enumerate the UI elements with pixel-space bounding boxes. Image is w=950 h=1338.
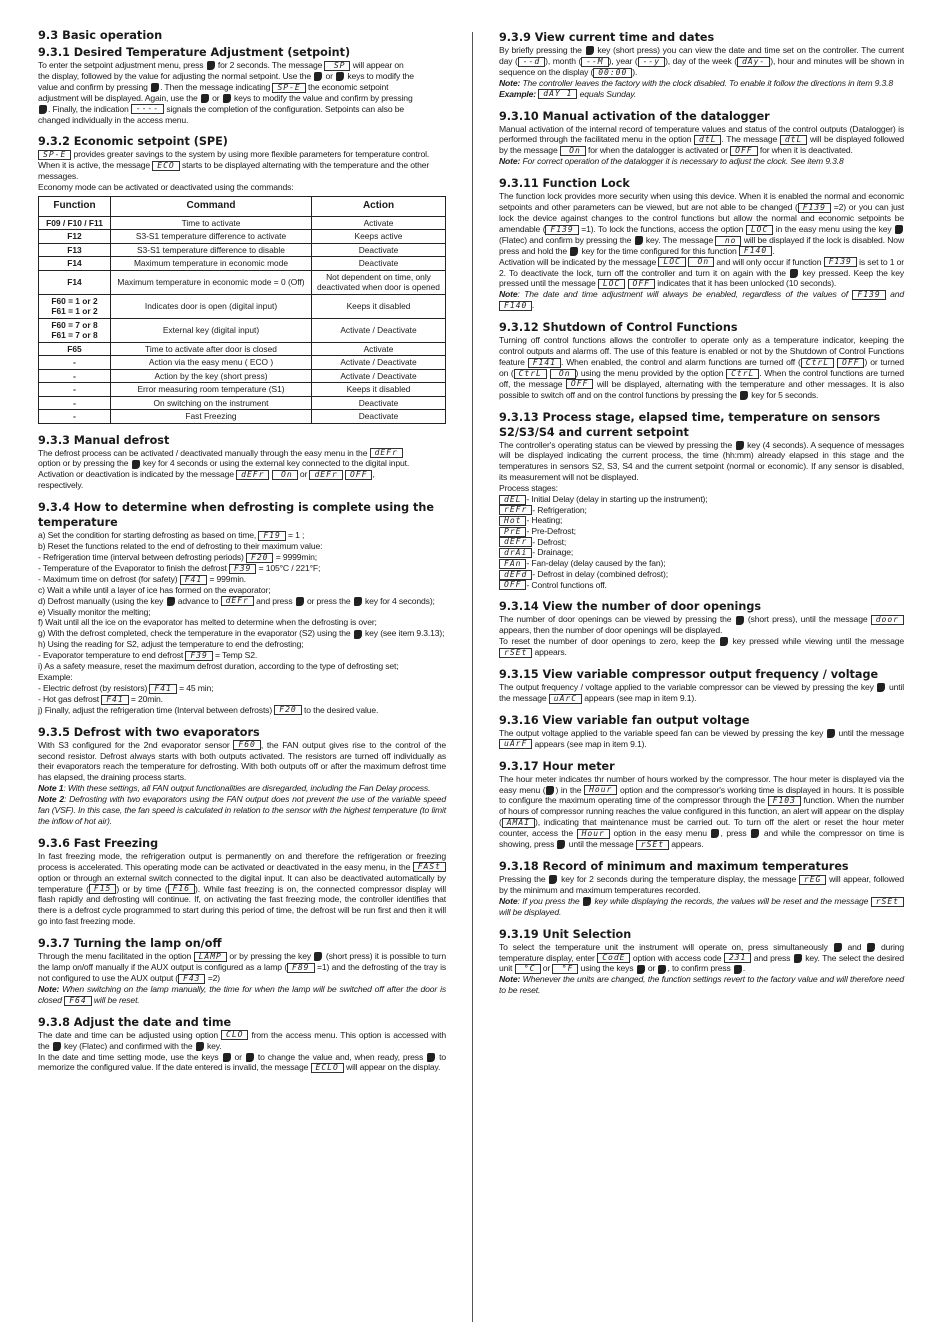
display-code: F139 (824, 257, 857, 267)
paragraph-9-3-18: Pressing the key for 2 seconds during the temperature display, the message rEG will appear, followed by the minimum and maximum temperatures recorded. (499, 873, 904, 895)
display-code: F103 (768, 796, 801, 806)
display-code: FAn (499, 559, 526, 569)
paragraph-9-3-2 (38, 149, 446, 193)
key-icon (658, 965, 666, 974)
paragraph-9-3-8-a: The date and time can be adjusted using option CLO from the access menu. This option is accessed with the key (Flatec) and confirmed with the key. (38, 1029, 446, 1051)
text-line: e) Visually monitor the melting; (38, 606, 151, 617)
command-cell: Maximum temperature in economic mode = 0 (Off) (111, 270, 312, 294)
display-code: LOC (746, 225, 773, 235)
table-row (39, 369, 446, 383)
display-code: OFF (345, 470, 372, 480)
function-cell: - (39, 369, 111, 383)
table-row (39, 410, 446, 424)
function-cell: - (39, 396, 111, 410)
key-icon (570, 247, 578, 256)
action-cell: Not dependent on time, only deactivated when door is opened (312, 270, 446, 294)
text-line: b) Reset the functions related to the end of defrosting to their maximum value: (38, 541, 323, 552)
display-code: SP-E (38, 150, 71, 160)
key-icon (711, 829, 719, 838)
display-code: F20 (246, 553, 273, 563)
process-stage-item: FAn - Fan-delay (delay caused by the fan); (499, 558, 904, 569)
paragraph-9-3-9: By briefly pressing the key (short press) you can view the date and time set on the controller. The current day ( --d ), month ( --M ), year ( --y ), day of the week ( dAy- ), hour and minutes will be shown in sequence on the display ( 00:00 ). (499, 45, 904, 77)
command-cell: On switching on the instrument (111, 396, 312, 410)
paragraph-9-3-11-b: Activation will be indicated by the message LOC On and will only occur if function F139 is set to 1 or 2. To deactivate the lock, turn off the controller and turn it on again with the key pressed. Keep the key pressed until the message LOC OFF indicates that it has been unlocked (10 seconds). (499, 256, 904, 289)
display-code: door (871, 615, 904, 625)
action-cell: Deactivate (312, 243, 446, 257)
key-icon (637, 965, 645, 974)
table-row (39, 383, 446, 397)
process-stage-item: drAi - Drainage; (499, 547, 904, 558)
display-code: OFF (837, 358, 864, 368)
function-cell: F09 / F10 / F11 (39, 216, 111, 230)
action-cell: Activate / Deactivate (312, 356, 446, 370)
function-cell: F14 (39, 270, 111, 294)
note-9-3-5-1 (38, 783, 446, 794)
display-code: F39 (185, 651, 212, 661)
section-title-9-3-15: 9.3.15 View variable compressor output frequency / voltage (499, 668, 879, 682)
paragraph-9-3-10: Manual activation of the internal record of temperature values and status of the control outputs (Datalogger) is performed through the facilitated menu in the option dtL . The message dtL will be displayed followed by the message On for when the datalogger is activated or OFF for when it is deactivated. (499, 123, 904, 156)
display-code: --M (581, 57, 608, 67)
table-row (39, 318, 446, 342)
note-label: Note (499, 289, 518, 300)
command-cell: External key (digital input) (111, 318, 312, 342)
table-row (39, 294, 446, 318)
process-stage-item: rEFr - Refrigeration; (499, 505, 904, 516)
display-code: F39 (229, 564, 256, 574)
text-line: i) As a safety measure, reset the maximum defrost duration, according to the type of defrosting set; (38, 661, 399, 672)
display-code: OFF (566, 379, 593, 389)
action-cell: Activate / Deactivate (312, 369, 446, 383)
display-code: OFF (730, 146, 757, 156)
header-action: Action (312, 197, 446, 217)
display-code: rEFr (499, 505, 532, 515)
table-row (39, 257, 446, 271)
display-code: SP-E (272, 83, 305, 93)
key-icon (734, 965, 742, 974)
function-cell: F13 (39, 243, 111, 257)
display-code: PrE (499, 527, 526, 537)
action-cell: Activate / Deactivate (312, 318, 446, 342)
display-code: F64 (64, 996, 91, 1006)
paragraph-9-3-7: Through the menu facilitated in the option LAMP or by pressing the key (short press) it is possible to turn the lamp on/off manually if the AUX output is configured as a lamp ( F89 =1) and the defrosting of the tray is not configured to use the AUX output ( F43 =2) (38, 951, 447, 983)
section-title-9-3-4: 9.3.4 How to determine when defrosting is complete using the temperature (38, 501, 434, 530)
text-line: c) Wait a while until a layer of ice has formed on the evaporator; (38, 584, 271, 595)
display-code: CtrL (801, 358, 834, 368)
key-icon (39, 105, 47, 114)
table-row (39, 216, 446, 230)
example-text: dAY 1 equals Sunday. (536, 89, 636, 99)
paragraph-9-3-13: The controller's operating status can be viewed by pressing the key (4 seconds). A sequence of messages will be displayed indicating the current process, the time (hh:mm) already elapsed in this stage and the temperatures in sensors S2, S3, S4 and the current setpoint (normal or economic). If any sensor is disabled, its measurement will not be displayed. (499, 439, 904, 483)
display-code: F41 (101, 695, 128, 705)
paragraph-9-3-14-a: The number of door openings can be viewed by pressing the (short press), until the message door appears, then the number of door openings will be displayed. (499, 614, 904, 636)
display-code: drAi (499, 548, 532, 558)
header-command: Command (111, 197, 312, 217)
section-title-9-3-5: 9.3.5 Defrost with two evaporators (38, 725, 260, 739)
display-code: F41 (149, 684, 176, 694)
note-text: : Defrosting with two evaporators using the FAN output does not prevent the use of the variable speed fan (VSF). In this case, the fan speed is calculated in relation to the sensor with the highest temperature (to limit the inflow of hot air). (38, 794, 446, 826)
key-icon (151, 83, 159, 92)
section-title-9-3-18: 9.3.18 Record of minimum and maximum temperatures (499, 859, 849, 873)
text-line: respectively. (38, 480, 84, 491)
text-line: - Hot gas defrost F41 = 20min. (38, 693, 163, 704)
action-cell: Keeps active (312, 230, 446, 244)
display-code: dtL (694, 135, 721, 145)
process-stage-item: OFF - Control functions off. (499, 580, 904, 591)
display-code: CLO (221, 1030, 248, 1040)
note-9-3-18 (499, 896, 904, 918)
section-title-9-3-10: 9.3.10 Manual activation of the datalogger (499, 109, 770, 123)
key-icon (586, 46, 594, 55)
process-stage-item: dEL - Initial Delay (delay in starting up the instrument); (499, 494, 904, 505)
display-code: dEL (499, 495, 526, 505)
paragraph-9-3-12: Turning off control functions allows the controller to operate only as a temperature indicator, keeping the control outputs and alarms off. The use of this feature is enabled or not by the Shutdown of Control Functions feature F141 . When enabled, the control and alarm functions are turned off ( CtrL OFF ) or turned on ( CtrL On ) using the menu provided by the option CtrL . When the control functions are turned off, the message OFF will be displayed, alternating with the temperature and other messages. It is also possible to switch off and on the control functions by pressing the key for 5 seconds. (499, 335, 905, 400)
key-icon (354, 630, 362, 639)
display-code: rSEt (636, 840, 669, 850)
paragraph-9-3-1 (38, 60, 446, 125)
note-text: : With these settings, all FAN output functionalities are disregarded, including the Fan Delay process. (63, 783, 431, 794)
key-icon (296, 597, 304, 606)
function-cell: F60 = 7 or 8 F61 = 7 or 8 (39, 318, 111, 342)
function-cell: - (39, 410, 111, 424)
note-text: For correct operation of the datalogger it is necessary to adjust the clock. See item 9.3.8 (520, 156, 844, 167)
text-line: - Electric defrost (by resistors) F41 = 45 min; (38, 682, 214, 693)
display-code: dtL (780, 135, 807, 145)
text-line: h) Using the reading for S2, adjust the temperature to end the defrosting; (38, 639, 304, 650)
command-cell: Time to activate (111, 216, 312, 230)
process-stage-item: dEFd - Defrost in delay (combined defrost); (499, 569, 904, 580)
paragraph-9-3-4 (38, 530, 446, 715)
action-cell: Deactivate (312, 257, 446, 271)
section-title-9-3-14: 9.3.14 View the number of door openings (499, 600, 761, 614)
key-icon (740, 391, 748, 400)
action-cell: Deactivate (312, 396, 446, 410)
process-stage-item: PrE - Pre-Defrost; (499, 526, 904, 537)
display-code: SP (324, 61, 350, 71)
note-9-3-7 (38, 984, 446, 1006)
section-title-9-3-13: 9.3.13 Process stage, elapsed time, temperature on sensors S2/S3/S4 and current setpoint (499, 410, 881, 439)
note-text: When switching on the lamp manually, the time for when the lamp will be switched off after the door is closed F64 will be reset. (38, 983, 446, 1005)
key-icon (167, 597, 175, 606)
display-code: CtrL (726, 369, 759, 379)
display-code: LOC (658, 257, 685, 267)
note-9-3-11 (499, 289, 904, 311)
action-cell: Activate (312, 216, 446, 230)
display-code: OFF (499, 580, 526, 590)
command-cell: S3-S1 temperature difference to activate (111, 230, 312, 244)
process-stage-item: dEFr - Defrost; (499, 537, 904, 548)
display-code: F140 (499, 301, 532, 311)
key-icon (196, 1042, 204, 1051)
paragraph-9-3-11-a: The function lock provides more security when using this device. When it is enabled the normal and economic setpoints and other parameters can be viewed, but are not able to be changed ( F139 =2) or you can just lock the device against changes to the control functions but allow the normal and economic setpoints be amendable ( F139 =1). To lock the functions, access the option LOC in the easy menu using the key (Flatec) and confirm by pressing the key. The message no will be displayed if the lock is disabled. Now press and hold the key for the time configured for this function F140 . (499, 191, 904, 256)
section-title-9-3-6: 9.3.6 Fast Freezing (38, 836, 159, 850)
display-code: F43 (178, 974, 205, 984)
note-9-3-19 (499, 974, 904, 996)
text-line: adjustment will be displayed. Again, use the or keys to modify the value and confirm by pressing (38, 92, 413, 103)
key-icon (790, 269, 798, 278)
action-cell: Deactivate (312, 410, 446, 424)
display-code: F139 (545, 225, 578, 235)
text-line: d) Defrost manually (using the key advance to dEFr and press or press the key for 4 seconds); (38, 595, 435, 606)
key-icon (354, 597, 362, 606)
display-code: CtrL (514, 369, 547, 379)
display-code: dEFr (221, 596, 254, 606)
table-row (39, 230, 446, 244)
paragraph-9-3-8-b: In the date and time setting mode, use the keys or to change the value and, when ready, press to memorize the configured value. If the date entered is invalid, the message ECLO will appear on the display. (38, 1051, 446, 1073)
process-stage-item: Hot - Heating; (499, 515, 904, 526)
display-code: rSEt (499, 648, 532, 658)
command-cell: Indicates door is open (digital input) (111, 294, 312, 318)
paragraph-9-3-15: The output frequency / voltage applied to the variable compressor can be viewed by pressing the key until the message uArC appears (see map in item 9.1). (499, 682, 904, 703)
action-cell: Activate (312, 342, 446, 356)
note-label: Note 1 (38, 783, 64, 794)
display-code: F16 (168, 884, 195, 894)
display-code: dEFr (309, 470, 342, 480)
display-code: F19 (258, 531, 285, 541)
display-code: On (550, 369, 576, 379)
display-code: On (272, 470, 298, 480)
section-title-9-3-8: 9.3.8 Adjust the date and time (38, 1015, 232, 1029)
key-icon (867, 943, 875, 952)
text-line: SP-E provides greater savings to the system by using more flexible parameters for temperature control. (38, 149, 446, 160)
key-icon (736, 441, 744, 450)
text-line: a) Set the condition for starting defrosting as based on time, F19 = 1 ; (38, 530, 305, 541)
display-code: AMAI (502, 818, 535, 828)
action-cell: Keeps it disabled (312, 294, 446, 318)
key-icon (549, 875, 557, 884)
display-code: dAY 1 (538, 89, 577, 99)
note-label: Note: (499, 156, 521, 167)
note-9-3-10 (499, 156, 904, 167)
key-icon (201, 94, 209, 103)
table-row (39, 243, 446, 257)
command-cell: Action by the key (short press) (111, 369, 312, 383)
right-column (499, 28, 904, 996)
section-title-9-3-3: 9.3.3 Manual defrost (38, 433, 170, 447)
text-line: j) Finally, adjust the refrigeration time (Interval between defrosts) F20 to the desired value. (38, 704, 379, 715)
key-icon (751, 829, 759, 838)
display-code: °F (552, 964, 578, 974)
display-code: FASt (413, 862, 446, 872)
display-code: dEFr (499, 537, 532, 547)
text-line: f) Wait until all the ice on the evaporator has melted to determine when the defrosting is over; (38, 617, 377, 628)
display-code: dEFd (499, 570, 532, 580)
function-cell: F14 (39, 257, 111, 271)
display-code: F20 (274, 705, 301, 715)
paragraph-9-3-16: The output voltage applied to the variable speed fan can be viewed by pressing the key until the message uArF appears (see map in item 9.1). (499, 727, 905, 749)
display-code: dEFr (236, 470, 269, 480)
display-code: uArF (499, 739, 532, 749)
display-code: rEG (799, 875, 826, 885)
note-label: Note: (499, 974, 521, 985)
text-line: When it is active, the message ECO starts to be displayed alternating with the temperature and the other messages. (38, 160, 430, 182)
function-cell: - (39, 356, 111, 370)
display-code: uArC (549, 694, 582, 704)
display-code: On (560, 146, 586, 156)
key-icon (877, 683, 885, 692)
display-code: ECLO (311, 1063, 344, 1073)
display-code: rSEt (871, 897, 904, 907)
display-code: F41 (180, 575, 207, 585)
table-row (39, 396, 446, 410)
display-code: CodE (597, 953, 630, 963)
note-text: : The date and time adjustment will always be enabled, regardless of the values of F139 and F140 . (499, 289, 904, 310)
text-line: To enter the setpoint adjustment menu, press for 2 seconds. The message SP will appear on (38, 60, 404, 70)
note-label: Note (499, 895, 518, 906)
text-line: Economy mode can be activated or deactivated using the commands: (38, 182, 294, 193)
display-code: LOC (598, 279, 625, 289)
text-line: The defrost process can be activated / deactivated manually through the easy menu in the dEFr (38, 448, 446, 459)
note-text: Whenever the units are changed, the function settings revert to the factory value and will therefore need to be reset. (499, 974, 904, 996)
display-code: F139 (852, 290, 885, 300)
note-label: Note 2 (38, 794, 64, 805)
display-code: F141 (528, 358, 561, 368)
left-column (38, 28, 446, 1073)
display-code: 00:00 (593, 68, 632, 78)
section-title-9-3-17: 9.3.17 Hour meter (499, 759, 615, 773)
display-code: Hour (584, 785, 617, 795)
column-divider (472, 32, 473, 1322)
key-icon (314, 952, 322, 961)
example-label: Example: (499, 88, 537, 99)
display-code: F140 (739, 246, 772, 256)
function-cell: F60 = 1 or 2 F61 = 1 or 2 (39, 294, 111, 318)
section-title-9-3-9: 9.3.9 View current time and dates (499, 31, 715, 44)
text-line: - Refrigeration time (interval between defrosting periods) F20 = 9999min; (38, 552, 317, 562)
text-line: value and confirm by pressing . Then the message indicating SP-E the economic setpoint (38, 81, 389, 92)
text-line: . Finally, the indication ---- signals the completion of the configuration. Setpoints can also be (38, 104, 446, 115)
key-icon (895, 225, 903, 234)
note-label: Note: (499, 77, 521, 88)
key-icon (736, 616, 744, 625)
table-header-row (39, 197, 446, 217)
paragraph-9-3-17: The hour meter indicates thr number of hours worked by the compressor. The hour meter is displayed via the easy menu ( ) in the Hour option and the compressor's working time is displayed in hours. It is possible to configure the maximum operating time of the compressor through the F103 function. When the number of hours of compressor running reaches the value configured in this function, an alert will appear on the display ( AMAI ), indicating that maintenance must be carried out. To turn off the alert or reset the hour meter counter, access the Hour option in the easy menu , press and while the compressor on time is showing, press until the message rSEt appears. (499, 773, 905, 850)
key-icon (720, 637, 728, 646)
display-code: On (688, 257, 714, 267)
section-title-9-3: 9.3 Basic operation (38, 28, 163, 42)
section-title-9-3-1: 9.3.1 Desired Temperature Adjustment (setpoint) (38, 46, 351, 59)
section-title-9-3-2: 9.3.2 Economic setpoint (SPE) (38, 135, 228, 149)
text-line: Example: (38, 671, 73, 682)
display-code: OFF (628, 279, 655, 289)
display-code: °C (515, 964, 541, 974)
display-code: dEFr (370, 448, 403, 458)
economy-mode-table (38, 196, 446, 424)
text-line: g) With the defrost completed, check the temperature in the evaporator (S2) using the key (see item 9.3.13); (38, 628, 445, 639)
key-icon (53, 1042, 61, 1051)
section-title-9-3-19: 9.3.19 Unit Selection (499, 927, 632, 941)
paragraph-9-3-5: With S3 configured for the 2nd evaporator sensor F60 , the FAN output gives rise to the control of the second resistor. Defrost always starts with both outputs activated. The resistors are turned off individually as their evaporators reach the temperature for defrosting. With both outputs off or after the maximum defrost time has elapsed, the draining process starts. (38, 739, 446, 783)
key-icon (834, 943, 842, 952)
action-cell: Keeps it disabled (312, 383, 446, 397)
note-9-3-9 (499, 78, 904, 89)
text-line: option or by pressing the key for 4 seconds or using the external key connected to the digital input. (38, 458, 410, 469)
display-code: Hour (577, 829, 610, 839)
section-title-9-3-7: 9.3.7 Turning the lamp on/off (38, 937, 222, 951)
display-code: dAy- (737, 57, 770, 67)
display-code: ---- (131, 104, 164, 114)
text-line: - Maximum time on defrost (for safety) F41 = 999min. (38, 573, 247, 584)
key-icon (583, 897, 591, 906)
display-code: ECO (152, 161, 179, 171)
text-line: the display, followed by the value for adjusting the normal setpoint. Use the or keys to modify the (38, 70, 414, 81)
key-icon (635, 236, 643, 245)
key-icon (314, 72, 322, 81)
key-icon (223, 1053, 231, 1062)
display-code: --d (518, 57, 545, 67)
function-cell: F12 (39, 230, 111, 244)
section-title-9-3-16: 9.3.16 View variable fan output voltage (499, 713, 750, 727)
note-text: The controller leaves the factory with the clock disabled. To enable it follow the directions in item 9.3.8 (520, 77, 894, 88)
note-9-3-5-2 (38, 794, 446, 827)
note-label: Note: (38, 983, 60, 994)
key-icon (546, 786, 554, 795)
display-code: no (715, 236, 741, 246)
display-code: F89 (287, 963, 314, 973)
paragraph-9-3-6: In fast freezing mode, the refrigeration output is permanently on and therefore the refrigeration or freezing process is accelerated. This operating mode can be activated or deactivated in the easy menu, in the FASt option or through an external switch connected to the digital input. It can also be deactivated automatically by temperature ( F15 ) or by time ( F16 ). While fast freezing is on, the connected compressor display will flash rapidly and defrosting will continue. If, on activating the fast freezing mode, the controller identifies that there is a defrost cycle programmed to start during this period of time, the defrost will be run first and then it will go into fast freezing mode. (38, 850, 446, 927)
command-cell: Maximum temperature in economic mode (111, 257, 312, 271)
key-icon (246, 1053, 254, 1062)
display-code: 231 (724, 953, 751, 963)
header-function: Function (39, 197, 111, 217)
text-line: - Evaporator temperature to end defrost F39 = Temp S2. (38, 650, 258, 661)
display-code: F15 (89, 884, 116, 894)
example-9-3-9 (499, 89, 904, 100)
paragraph-9-3-3 (38, 448, 446, 492)
display-code: --y (638, 57, 665, 67)
command-cell: Error measuring room temperature (S1) (111, 383, 312, 397)
key-icon (132, 460, 140, 469)
function-cell: F65 (39, 342, 111, 356)
key-icon (827, 729, 835, 738)
table-row (39, 342, 446, 356)
command-cell: Action via the easy menu ( ECO ) (111, 356, 312, 370)
text-line: changed individually in the access menu. (38, 114, 189, 125)
key-icon (223, 94, 231, 103)
display-code: F139 (798, 203, 831, 213)
table-row (39, 356, 446, 370)
display-code: LAMP (194, 952, 227, 962)
key-icon (336, 72, 344, 81)
paragraph-9-3-14-b: To reset the number of door openings to zero, keep the key pressed while viewing until the message rSEt appears. (499, 636, 904, 658)
note-text: : If you press the key while displaying the records, the values will be reset and the message rSEt will be displayed. (499, 896, 904, 917)
display-code: Hot (499, 516, 526, 526)
key-icon (427, 1053, 435, 1062)
function-cell: - (39, 383, 111, 397)
command-cell: Fast Freezing (111, 410, 312, 424)
text-line: Activation or deactivation is indicated by the message dEFr On or dEFr OFF , (38, 469, 375, 480)
table-row (39, 270, 446, 294)
command-cell: Time to activate after door is closed (111, 342, 312, 356)
section-title-9-3-11: 9.3.11 Function Lock (499, 177, 630, 191)
paragraph-9-3-19: To select the temperature unit the instrument will operate on, press simultaneously and during temperature display, enter CodE option with access code 231 and press key. The select the desired unit °C or °F using the keys or , to confirm press . (499, 941, 904, 974)
display-code: F60 (233, 740, 260, 750)
process-stages-list (499, 483, 904, 590)
key-icon (207, 61, 215, 70)
key-icon (557, 840, 565, 849)
key-icon (794, 954, 802, 963)
process-stages-label: Process stages: (499, 483, 558, 494)
command-cell: S3-S1 temperature difference to disable (111, 243, 312, 257)
text-line: - Temperature of the Evaporator to finish the defrost F39 = 105°C / 221°F; (38, 562, 321, 573)
section-title-9-3-12: 9.3.12 Shutdown of Control Functions (499, 321, 738, 335)
